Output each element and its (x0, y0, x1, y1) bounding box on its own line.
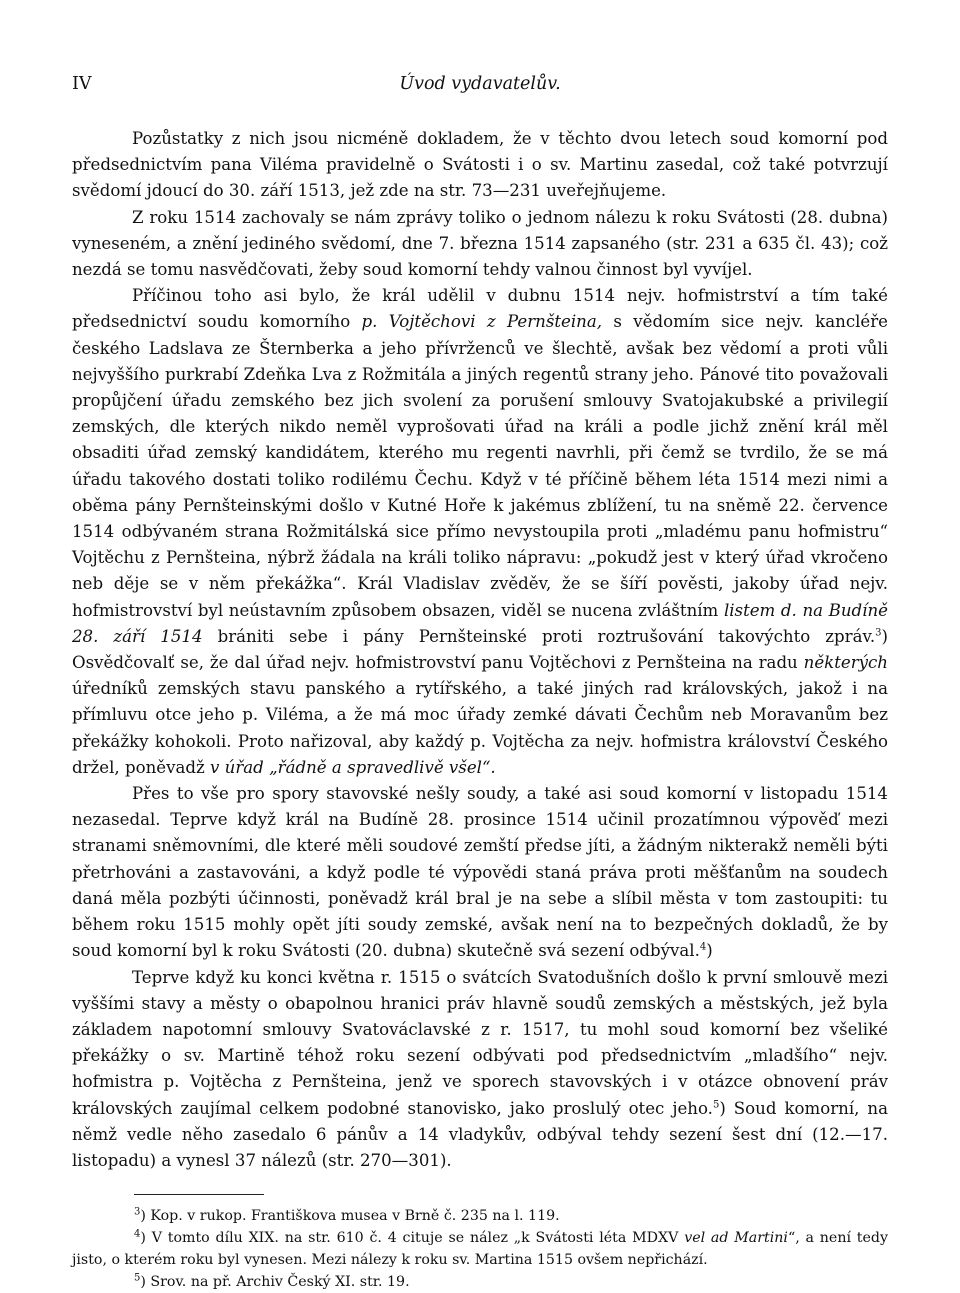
paragraph-5-text-a: Teprve když ku konci května r. 1515 o svátcích Svatodušních došlo k první smlouvě mezi vyššími stavy a městy o obapolnou hranici práv hlavně soudů zemských a městských, jež byla základem napotomní smlouvy Svatováclavské z r. 1517, tu mohl soud komorní bez všeliké překážky o sv. Martině téhož roku sezení odbývati pod předsednictvím „mladšího“ nejv. hofmistra p. Vojtěcha z Pernšteina, jenž ve sporech stavovských i v otázce obnovení práv královských zaujímal celkem podobné stanovisko, jako proslulý otec jeho. (72, 967, 888, 1118)
body-text (72, 126, 888, 1174)
paragraph-3-text-d: ) Osvědčovalť se, že dal úřad nejv. hofmistrovství panu Vojtěchovi z Pernšteina na radu (72, 626, 889, 673)
footnote-mark: 5 (134, 1272, 141, 1284)
paragraph-3-text-a: Příčinou toho asi bylo, že král udělil v dubnu 1514 nejv. hofmistrství a tím také předsednictví soudu komorního (72, 286, 888, 332)
footnote-text: ) V tomto dílu XIX. na str. 610 č. 4 cituje se nález „k Svátosti léta MDXV (140, 1230, 685, 1247)
paragraph-3 (72, 283, 888, 781)
footnotes (72, 1205, 888, 1293)
paragraph-3-text-c: brániti sebe i pány Pernšteinské proti roztrušování takovýchto zpráv. (202, 626, 876, 646)
footnote-mark: 3 (134, 1206, 141, 1218)
footnote-text: ) Kop. v rukop. Františkova musea v Brně č. 235 na l. 119. (140, 1208, 560, 1225)
footnote-ref-4[interactable]: 4 (699, 941, 707, 953)
footnote-ref-5[interactable]: 5 (712, 1098, 720, 1110)
footnote-5 (72, 1271, 888, 1293)
paragraph-3-italic-d: v úřad „řádně a spravedlivě všel“. (210, 757, 496, 777)
paragraph-3-text-b: s vědomím sice nejv. kancléře českého Ladslava ze Šternberka a jeho přívrženců ve šlechtě, avšak bez vědomí a proti vůli nejvyššího purkrabí Zdeňka Lva z Rožmitála a jiných regentů strany jeho. Pánové tito považovali propůjčení úřadu zemského bez jich svolení za porušení smlouvy Svatojakubské a privilegií zemských, dle kterých nikdo neměl vyprošovati úřad na králi a podle jichž znění král měl obsaditi úřad zemský kandidátem, kterého mu regenti navrhli, při čemž se tvrdilo, že se má úřadu takového dostati toliko rodilému Čechu. Když v té příčině během léta 1514 mezi nimi a oběma pány Pernšteinskými došlo v Kutné Hoře k jakémus zblížení, tu na sněmě 22. července 1514 odbývaném strana Rožmitálská sice přímo nevystoupila proti „mladému panu hofmistru“ Vojtěchu z Pernšteina, nýbrž žádala na králi toliko nápravu: „pokudž jest v který úřad vkročeno neb děje se v něm překážka“. Král Vladislav zvěděv, že se šíří pověsti, jakoby úřad nejv. hofmistrovství byl neústavním způsobem obsazen, viděl se nucena zvláštním (72, 312, 888, 620)
paragraph-3-text-e: úředníků zemských stavu panského a rytířského, a také jiných rad královských, jakož i na přímluvu otce jeho p. Viléma, a že má moc úřady zemké dávati Čechům neb Moravanům bez překážky kohokoli. Proto nařizoval, aby každý p. Vojtěcha za nejv. hofmistra království Českého držel, poněvadž (72, 679, 888, 777)
paragraph-2: Z roku 1514 zachovaly se nám zprávy toliko o jednom nálezu k roku Svátosti (28. dubna) vyneseném, a znění jediného svědomí, dne 7. března 1514 zapsaného (str. 231 a 635 čl. 43); což nezdá se tomu nasvědčovati, žeby soud komorní tehdy valnou činnost byl vyvíjel. (72, 207, 888, 280)
paragraph-3-italic-b: listem d. na Budíně 28. září 1514 (72, 600, 888, 646)
paragraph-1: Pozůstatky z nich jsou nicméně dokladem, že v těchto dvou letech soud komorní pod předsednictvím pana Viléma pravidelně o Svátosti i o sv. Martinu zasedal, což také potvrzují svědomí jdoucí do 30. září 1513, jež zde na str. 73—231 uveřejňujeme. (72, 129, 888, 201)
footnote-text-b: “, a není tedy jisto, o kterém roku byl vynesen. Mezi nálezy k roku sv. Martina 1515 ovšem nepřichází. (72, 1230, 888, 1269)
paragraph-3-italic-a: p. Vojtěchovi z Pernšteina, (361, 312, 603, 332)
paragraph-5 (72, 965, 888, 1175)
footnote-ref-3[interactable]: 3 (875, 627, 882, 639)
footnote-3 (72, 1205, 888, 1227)
paragraph-4-text-a: Přes to vše pro spory stavovské nešly soudy, a také asi soud komorní v listopadu 1514 nezasedal. Teprve když král na Budíně 28. prosince 1514 učinil prozatímnou výpověď mezi stranami sněmovními, dle které měli soudové zemští předse jíti, a žádným nikterakž neměli býti přetrhováni a zastavováni, a když podle té výpovědi staná práva proti měšťanům na soudech daná měla pozbýti účinnosti, poněvadž král bral je na sebe a slíbil města v tom zastoupiti: tu během roku 1515 mohly opět jíti soudy zemské, avšak není na to bezpečných dokladů, že by soud komorní byl k roku Svátosti (20. dubna) skutečně svá sezení odbýval. (72, 784, 888, 961)
page-number: IV (72, 74, 92, 94)
paragraph-3-italic-c: některých (803, 653, 888, 673)
footnote-mark: 4 (134, 1228, 141, 1240)
running-title: Úvod vydavatelův. (399, 74, 561, 94)
paragraph-4 (72, 781, 888, 964)
paragraph-4-text-b: ) (706, 941, 713, 961)
footnote-text: ) Srov. na př. Archiv Český XI. str. 19. (140, 1274, 410, 1291)
page-header (72, 74, 888, 104)
footnote-italic: vel ad Martini (684, 1230, 788, 1247)
footnote-4 (72, 1227, 888, 1271)
footnote-divider (134, 1194, 264, 1195)
paragraph-5-text-b: ) Soud komorní, na němž vedle něho zasedalo 6 pánův a 14 vladykův, odbýval tehdy sezení šest dní (12.—17. listopadu) a vynesl 37 nálezů (str. 270—301). (72, 1098, 888, 1170)
